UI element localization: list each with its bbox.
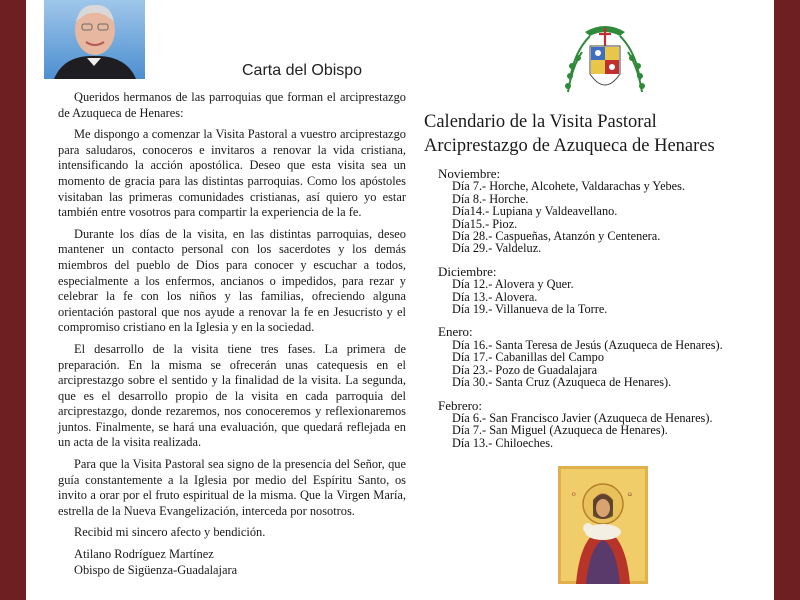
calendar-title-line1: Calendario de la Visita Pastoral (424, 112, 657, 132)
month-block (438, 263, 768, 317)
svg-text:Ο: Ο (572, 493, 576, 498)
month-block (438, 397, 768, 450)
bishop-photo (44, 0, 145, 79)
visit-day: Día 7.- Horche, Alcohete, Valdarachas y Yebes. (452, 179, 686, 194)
visit-day: Día 29.- Valdeluz. (452, 241, 542, 256)
visit-day: Día 30.- Santa Cruz (Azuqueca de Henares). (452, 375, 672, 390)
visit-day: Día 17.- Cabanillas del Campo (452, 350, 604, 365)
letter-paragraph: Para que la Visita Pastoral sea signo de la presencia del Señor, que guía constantemente a la Iglesia por medio del Espíritu Santo, os invito a orar por el fruto espiritual de la misma. Que la Virgen María, estrella de la Nueva Evangelización, interceda por nosotros. (58, 457, 406, 518)
signature-title: Obispo de Sigüenza-Guadalajara (74, 562, 238, 577)
letter-title: Carta del Obispo (242, 62, 363, 79)
visit-day: Día 13.- Chiloeches. (452, 435, 554, 450)
letter-paragraph: Durante los días de la visita, en las distintas parroquias, deseo mantener un contacto personal con los sacerdotes y los demás miembros del pueblo de Dios para conocer y escuchar a todos, especialmente a los enfermos, ancianos o impedidos, para rezar y celebrar la fe con los niños y las familias, ofreciendo alguna orientación pastoral que nos ayude a renovar la fe en Jesucristo y el compromiso cristiano en la Iglesia y en la sociedad. (58, 226, 406, 335)
month-name: Diciembre: (438, 263, 497, 279)
month-name: Noviembre: (438, 166, 501, 181)
visit-day: Día 28.- Caspueñas, Atanzón y Centenera. (452, 229, 661, 244)
visit-day: Día 12.- Alovera y Quer. (452, 277, 574, 292)
good-shepherd-icon (558, 466, 648, 584)
letter-body (58, 90, 406, 578)
month-block (438, 326, 768, 388)
svg-text:Ω: Ω (628, 493, 632, 498)
visit-day: Día 23.- Pozo de Guadalajara (452, 362, 598, 377)
month-name: Febrero: (438, 397, 483, 413)
calendar-header (424, 110, 774, 158)
month-block (438, 168, 768, 255)
visit-day: Día 7.- San Miguel (Azuqueca de Henares). (452, 423, 668, 438)
visit-day: Día 8.- Horche. (452, 191, 529, 206)
visit-day: Día 19.- Villanueva de la Torre. (452, 302, 608, 317)
episcopal-coat-of-arms-icon (560, 22, 650, 102)
calendar-list (438, 168, 768, 460)
visit-day: Día 6.- San Francisco Javier (Azuqueca de Henares). (452, 410, 713, 425)
visit-day: Día14.- Lupiana y Valdeavellano. (452, 204, 618, 219)
visit-day: Día 16.- Santa Teresa de Jesús (Azuqueca de Henares). (452, 337, 723, 352)
visit-day: Día15.- Pioz. (452, 216, 518, 231)
letter-paragraph: Queridos hermanos de las parroquias que forman el arciprestazgo de Azuqueca de Henares: (58, 90, 406, 120)
signature-name: Atilano Rodríguez Martínez (74, 547, 214, 562)
month-name: Enero: (438, 324, 473, 340)
letter-paragraph: Recibid mi sincero afecto y bendición. (74, 525, 266, 540)
visit-day: Día 13.- Alovera. (452, 289, 538, 304)
calendar-title-line2: Arciprestazgo de Azuqueca de Henares (424, 136, 715, 156)
letter-paragraph: El desarrollo de la visita tiene tres fases. La primera de preparación. En la misma se ofrecerán unas catequesis en el arciprestazgo sobre el sentido y la finalidad de la visita. La segunda, que es el desarrollo propio de la visita en cada parroquia del arciprestazgo, donde rezaremos, nos conoceremos y reflexionaremos juntos. Finalmente, se hará una evaluación, que quedará reflejada en un acta de la visita realizada. (58, 341, 406, 450)
letter-paragraph: Me dispongo a comenzar la Visita Pastoral a vuestro arciprestazgo para saludaros, conoceros e invitaros a renovar la vida cristiana, intensificando la acción apostólica. Deseo que esta visita sea un momento de gracia para las distintas parroquias. Como los apóstoles visitaban las primeras comunidades cristianas, así quiero yo estar también entre vosotros para compartir la experiencia de la fe. (58, 127, 406, 220)
